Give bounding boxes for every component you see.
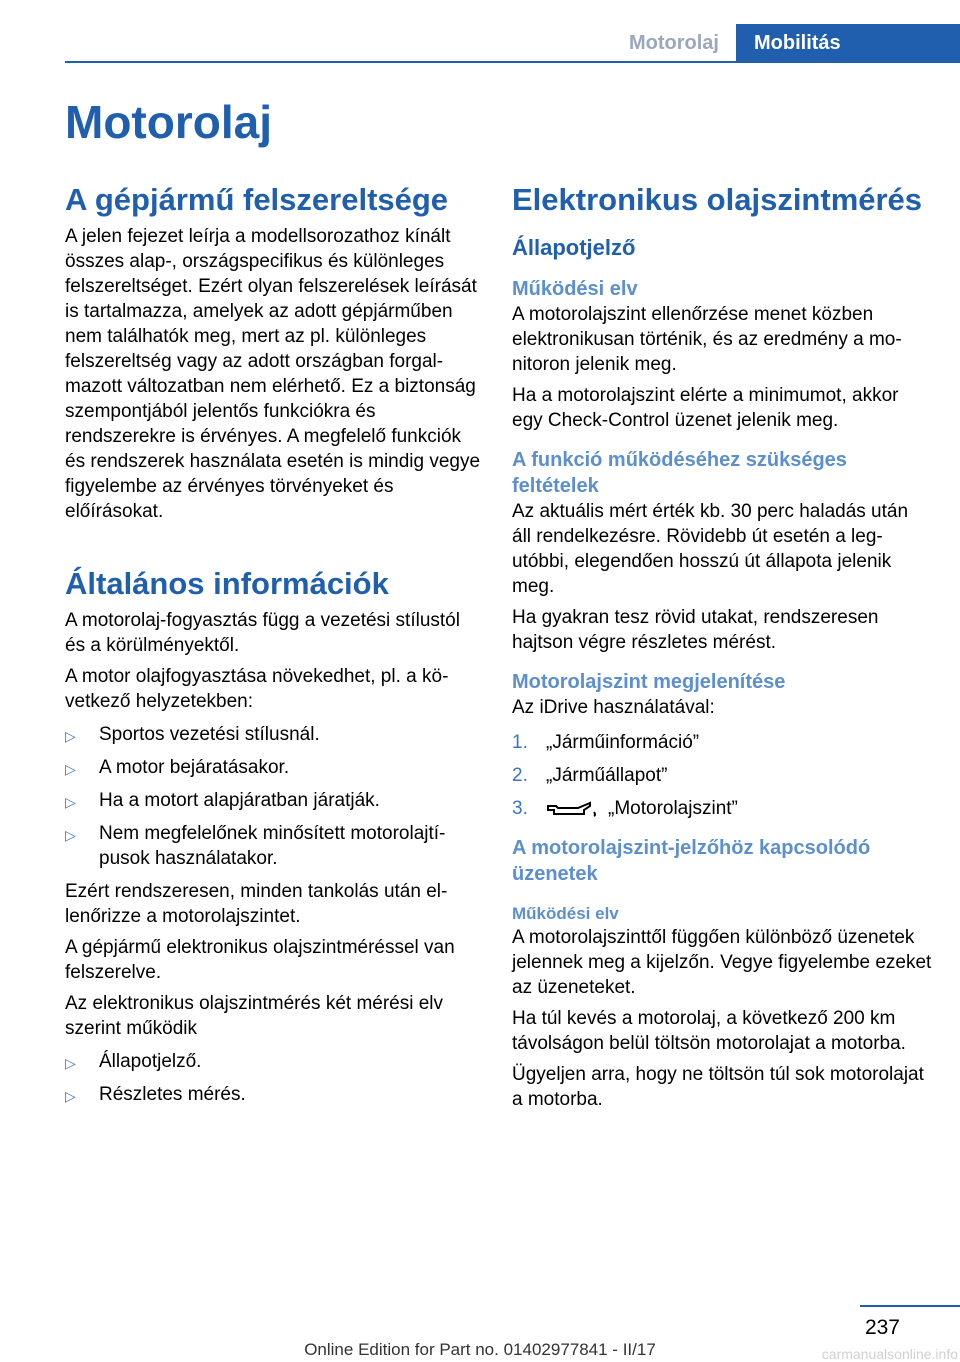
- list-item: ▷ Részletes mérés.: [65, 1082, 483, 1107]
- paragraph-felszerelve: A gépjármű elektronikus olajszintméréssel van felszerelve.: [65, 937, 455, 983]
- paragraph-meresi-elv: Az elektronikus olajszintmérés két mérési elv szerint működik: [65, 993, 444, 1039]
- header-tab-mobilitas[interactable]: Mobilitás: [736, 24, 960, 62]
- paragraph-ellenorzes-menet: A motorolajszint ellenőrzése menet közben elektronikusan történik, és az eredmény a monitoron jelenik meg.: [512, 304, 902, 375]
- bullet-list-helyzetek: [65, 722, 483, 871]
- section-title-felszereltseg: A gépjármű felszereltsége: [65, 182, 449, 217]
- paragraph-fogyasztas: A motorolaj-fogyasztás függ a vezetési stílustól és a körülményektől.: [65, 610, 460, 656]
- section-title-elektronikus: Elektronikus olajszintmérés: [512, 182, 923, 217]
- triangle-bullet-icon: ▷: [65, 1055, 76, 1071]
- heading-uzenetek: A motorolajszint-jelzőhöz kapcsolódó üzenetek: [512, 837, 871, 885]
- page-number: 237: [864, 1316, 900, 1339]
- triangle-bullet-icon: ▷: [65, 728, 76, 744]
- heading-mukodesi-elv: Működési elv: [512, 278, 638, 300]
- paragraph-minimum: Ha a motorolajszint elérte a minimumot, akkor egy Check-Control üzenet jelenik meg.: [512, 385, 899, 431]
- footer-rule: [860, 1305, 960, 1307]
- paragraph-felszereltseg: A jelen fejezet leírja a modellsorozathoz kínált összes alap-, országspecifikus és különleges felszereltséget. Ezért olyan felszerelések leírását is tartalmazza, amelyek az adott gépjárműben nem találhatók meg, mert az pl. különleges felszereltség vagy az adott országban forgalmazott változatban nem elérhető. Ez a biztonság szempontjából jelentős funkciókra és rendszerekre is érvényes. A megfelelő funkciók és rendszerek használata esetén is mindig vegye figyelembe az érvényes törvényeket és előírásokat.: [65, 226, 481, 522]
- left-column: [65, 180, 483, 1115]
- right-column: [512, 180, 932, 1118]
- list-item: 2. „Járműállapot”: [512, 765, 668, 786]
- subsection-title-allapotjelzo: Állapotjelző: [512, 235, 636, 260]
- heading-feltetelek: A funkció működéséhez szükséges feltételek: [512, 449, 847, 497]
- oil-can-icon: [546, 800, 600, 818]
- page-title: Motorolaj: [65, 96, 272, 148]
- watermark: carmanualsonline.info: [821, 1346, 958, 1362]
- paragraph-uzenetek: A motorolajszinttől függően különböző üzenetek jelennek meg a kijelzőn. Vegye figyelembe ezeket az üzeneteket.: [512, 927, 932, 998]
- paragraph-helyzetek: A motor olajfogyasztása növekedhet, pl. a következő helyzetekben:: [65, 666, 449, 712]
- header-tab-motorolaj[interactable]: Motorolaj: [629, 32, 719, 54]
- header-rule: [65, 61, 960, 63]
- list-item: ▷ Nem megfelelőnek minősített motorolajtípusok használatakor.: [65, 823, 446, 869]
- list-item: ▷ Sportos vezetési stílusnál.: [65, 722, 483, 747]
- list-item: 1. „Járműinformáció”: [512, 732, 700, 753]
- list-item: ▷ Állapotjelző.: [65, 1049, 483, 1074]
- paragraph-meres-ideje: Az aktuális mért érték kb. 30 perc haladás után áll rendelkezésre. Rövidebb út esetén a legutóbbi, elegendően hosszú út állapota jelenik meg.: [512, 501, 909, 597]
- paragraph-ellenorzes: Ezért rendszeresen, minden tankolás után ellenőrizze a motorolajszintet.: [65, 881, 448, 927]
- triangle-bullet-icon: ▷: [65, 827, 76, 843]
- paragraph-tul-keves: Ha túl kevés a motorolaj, a következő 200 km távolságon belül töltsön motorolajat a motorba.: [512, 1008, 906, 1054]
- paragraph-rovid-utak: Ha gyakran tesz rövid utakat, rendszeresen hajtson végre részletes mérést.: [512, 607, 879, 653]
- section-title-altalanos: Általános információk: [65, 566, 389, 601]
- list-item: ▷ Ha a motort alapjáratban járatják.: [65, 788, 483, 813]
- triangle-bullet-icon: ▷: [65, 761, 76, 777]
- paragraph-idrive: Az iDrive használatával:: [512, 697, 715, 718]
- paragraph-tul-sok: Ügyeljen arra, hogy ne töltsön túl sok motorolajat a motorba.: [512, 1064, 924, 1110]
- triangle-bullet-icon: ▷: [65, 1088, 76, 1104]
- numbered-steps: [512, 730, 932, 821]
- list-item: 3. „Motorolajszint”: [512, 798, 738, 819]
- bullet-list-meresi-elvek: [65, 1049, 483, 1107]
- heading-megjelenites: Motorolajszint megjelenítése: [512, 671, 786, 693]
- triangle-bullet-icon: ▷: [65, 794, 76, 810]
- list-item: ▷ A motor bejáratásakor.: [65, 755, 483, 780]
- edition-footer: Online Edition for Part no. 01402977841 - II/17: [304, 1340, 656, 1359]
- heading-mukodesi-elv-2: Működési elv: [512, 904, 619, 923]
